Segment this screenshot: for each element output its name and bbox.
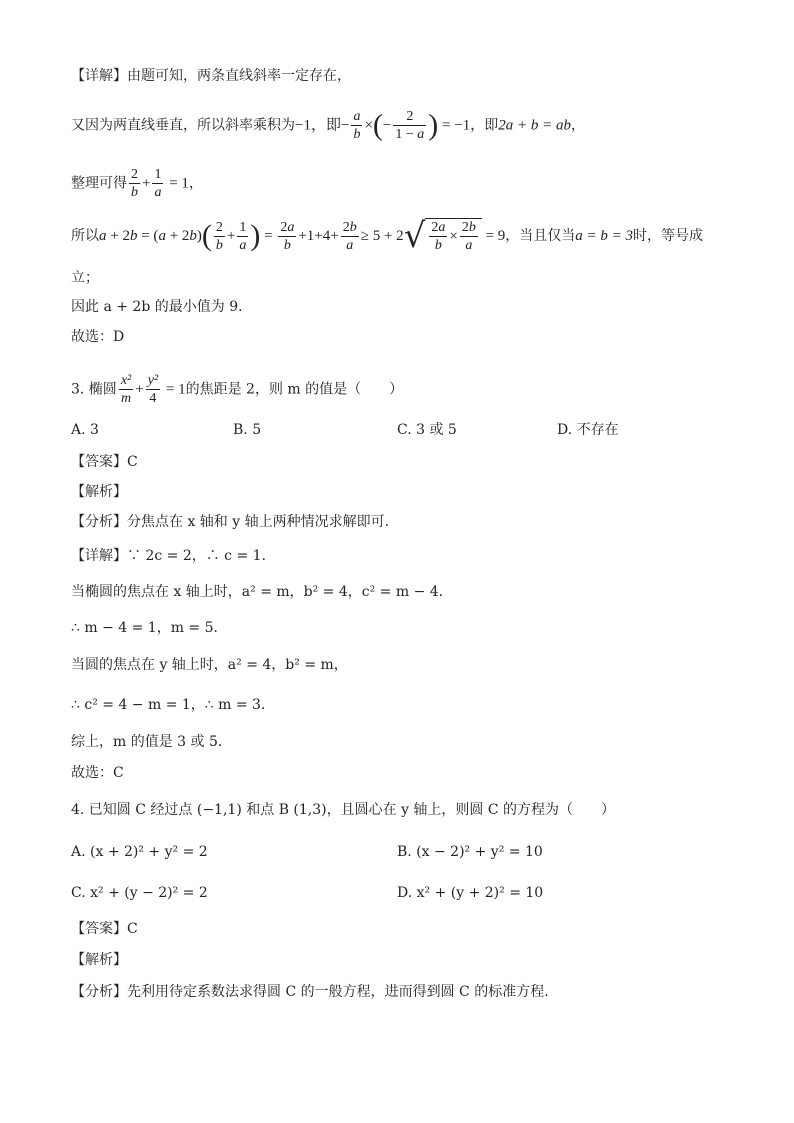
text: 的焦距是 2，则 m 的值是（ ）	[185, 381, 404, 398]
detail-line-2: 又因为两直线垂直，所以斜率乘积为−1，即− $\frac{a}{b}$ ×(− $\frac{2}{1 - a}$ ) = −1，即2a + b = ab，	[71, 108, 585, 142]
text: 时，等号成	[633, 228, 704, 244]
text: 所以	[71, 228, 99, 244]
question-3-stem: 3. 椭圆 $\frac{\text{x²}}{m}$ + $\frac{\text{y²}}{4}$ = 1的焦距是 2，则 m 的值是（ ）	[71, 373, 404, 406]
q3-detail: 【详解】∵ 2c = 2，∴ c = 1．	[71, 548, 276, 564]
q4-answer: 【答案】C	[71, 921, 138, 937]
q3-option-d: D. 不存在	[557, 422, 619, 438]
q3-detail-5: 综上，m 的值是 3 或 5．	[71, 734, 232, 750]
q4-analysis-label: 【解析】	[71, 952, 127, 968]
detail-line-1: 【详解】由题可知，两条直线斜率一定存在，	[71, 68, 351, 84]
text: ，即	[470, 117, 499, 134]
math-text: −1，即	[295, 117, 341, 134]
math-equation: 2a + b = ab	[498, 117, 571, 134]
text: 整理可得	[71, 175, 127, 192]
math-condition: a = b = 3	[575, 228, 634, 244]
q3-option-a: A. 3	[71, 422, 99, 438]
q3-detail-3: 当圆的焦点在 y 轴上时，a² = 4，b² = m，	[71, 657, 348, 673]
detail-line-4: 所以a + 2b = (a + 2b)( $\frac{2}{b}$ + $\frac{1}{a}$ ) = $\frac{2a}{b}$ +1+4+ $\frac{2b}{a}$ ≥ 5 + 2√ $\frac{2a}{b}$ × $\frac{2b}{a}$ = 9，当且仅当a = b = 3时，等号成	[71, 216, 704, 256]
q3-choose: 故选：C	[71, 765, 124, 781]
text: ，当且仅当	[505, 228, 576, 244]
question-4-stem: 4. 已知圆 C 经过点 (−1,1) 和点 B (1,3)，且圆心在 y 轴上，则圆 C 的方程为（ ）	[71, 802, 616, 818]
q4-option-a: A. (x + 2)² + y² = 2	[71, 844, 208, 860]
text: 又因为两直线垂直，所以斜率乘积为	[71, 117, 295, 134]
q3-detail-4: ∴ c² = 4 − m = 1，∴ m = 3．	[71, 697, 275, 713]
detail-line-3: 整理可得 $\frac{2}{b}$ + $\frac{1}{a}$ = 1，	[71, 167, 203, 200]
detail-line-6: 因此 a + 2b 的最小值为 9．	[71, 299, 253, 315]
q3-option-c: C. 3 或 5	[397, 422, 457, 438]
q3-answer: 【答案】C	[71, 454, 138, 470]
q4-analysis: 【分析】先利用待定系数法求得圆 C 的一般方程，进而得到圆 C 的标准方程.	[71, 984, 549, 1000]
q3-detail-2: ∴ m − 4 = 1，m = 5．	[71, 620, 228, 636]
q4-option-c: C. x² + (y − 2)² = 2	[71, 885, 208, 901]
q3-detail-1: 当椭圆的焦点在 x 轴上时，a² = m，b² = 4，c² = m − 4．	[71, 584, 453, 600]
detail-line-5: 立；	[71, 270, 99, 286]
q3-analysis: 【分析】分焦点在 x 轴和 y 轴上两种情况求解即可.	[71, 514, 390, 530]
q3-analysis-label: 【解析】	[71, 484, 127, 500]
text: 3. 椭圆	[71, 381, 117, 398]
choose-line: 故选：D	[71, 329, 125, 345]
q3-option-b: B. 5	[233, 422, 262, 438]
q4-option-d: D. x² + (y + 2)² = 10	[397, 885, 544, 901]
q4-option-b: B. (x − 2)² + y² = 10	[397, 844, 543, 860]
